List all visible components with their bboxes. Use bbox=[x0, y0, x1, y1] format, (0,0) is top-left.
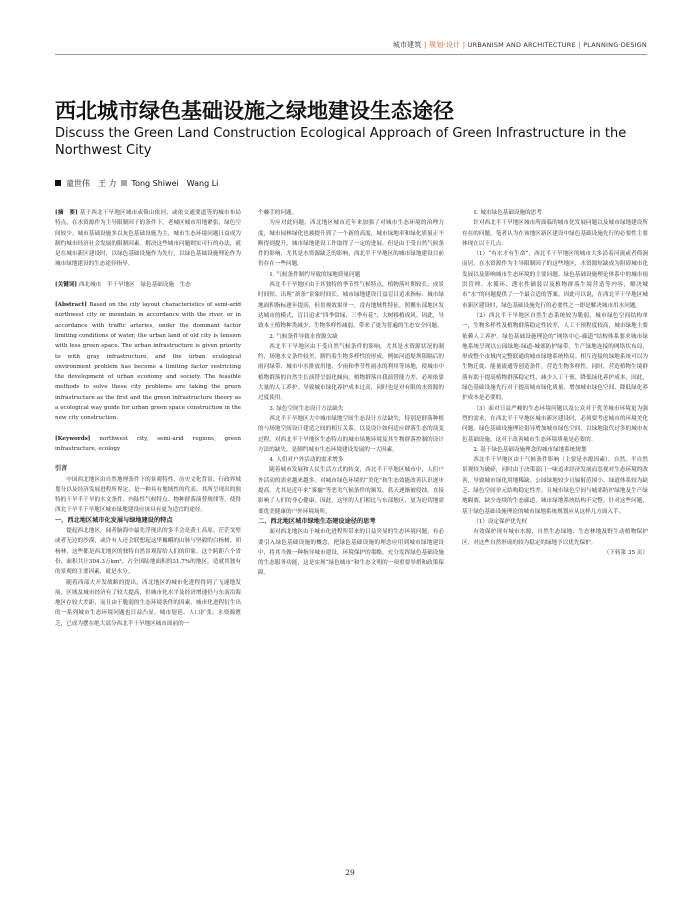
subsection-4-paragraph: 随着城市发展和人民生活方式的转变，西北半干旱地区城市中，人们户外活动的需求越来越多，对城市绿色环境的“美化”和生态效能改善认识逐步提高。尤其是近年来“雾霾”等恶劣气候条件的频发，蓝天逐渐被侵蚀，直接影响了人们的身心健康，因此，这里的人们相比与东部地区，更为迫切地需要优美健康的户外环境场所。 bbox=[258, 467, 444, 515]
col3-heading-3: （1）设定保护优先权 bbox=[473, 518, 528, 525]
col3-paragraph-4: （3）面对日益严峻的生态环境问题以及公众对于优美城市环境更为强烈的需求，在西北半干旱地区城市新区建设时，必须要考虑城市的环境美化问题。绿色基础设施理论倡导增加城市绿色空间，以绿地取代过多的城市灰色基础设施，这对于改善城市生态环境质量是必要的。 bbox=[462, 405, 648, 443]
header-section: 城市建筑 bbox=[392, 41, 422, 49]
header-divider bbox=[55, 54, 647, 55]
subsection-2-paragraph: 西北半干旱地区由于受自然气候条件的影响，尤其是水资源状况的制约，场地水文条件较差，制约着生物多样性的形成。例如河道堤坝阻隔后的雨河绿带、城市中水排放用地、少雨和季节性雨水的利用等场地，使城市中植物群落的自然生长演替呈弱化倾向。植物群落自我演替能力差，必须依靠大量的人工养护。导致城市绿化养护成本过高，同时也是对有限的水资源的过度使用。 bbox=[258, 343, 444, 402]
authors-chinese: 童世伟 王 力 bbox=[66, 179, 117, 188]
subsection-2-heading: 2. 气候条件导致水资源欠缺 bbox=[269, 333, 338, 340]
col3-paragraph-3: （2）西北半干旱地区自然生态系统较为脆弱，城市绿色空间结构单一，生物多样性及植物群落稳定性较差，人工干预程度较高，城市绿地主要依赖人工养护。绿色基础设施理论的“网络中心-廊道”结构体系要求城市绿地系统呈现以公园绿地-绿道-城郊防护绿带、生产绿地连接的网络状布局，形成整个市域内完整联通的城市绿地系统格局。相互连接的绿地系统可以为生物迁徙、能量流通等创造条件，营造生物多样性。同时，营造植物生境群落有助于提高植物群落稳定性、减少人工干预、降低绿化养护成本。因此，绿色基础设施先行对于提高城市绿化质量、增加城市绿色空间、降低绿化养护成本是必要的。 bbox=[462, 312, 648, 402]
bullet-square-icon bbox=[55, 180, 61, 186]
header-subsection: 规划·设计 bbox=[429, 41, 461, 49]
continued-note: （下转第 35 页） bbox=[603, 549, 648, 556]
intro-heading: 引言 bbox=[55, 465, 68, 473]
keywords-cn bbox=[55, 280, 241, 290]
column-2 bbox=[258, 208, 444, 579]
subsection-3-paragraph: 西北半干旱地区大中城市绿地空间生态设计方法缺失，特别是群落种植的与场地空间设计建造之间的相互关系，以及设计如何适应群落生态的演变过程。对西北半干旱地区生态特点的城市场地环境及其生物群落控制的设计方法的缺失，是制约城市生态环境建设发展的一大因素。 bbox=[258, 415, 444, 453]
abstract-en-label: [Abstract] bbox=[55, 302, 87, 309]
page-number: 29 bbox=[345, 868, 355, 877]
section-1-paragraph-2: 随着西部大开发战略的提出，西北地区的城市化进程得到了飞速地发展，区域及城市经济有了较大提高，但城市化水平及经济增速仍与东南沿海地区存较大差距，而且由于脆弱的生态环境条件的因素，城市化进程衍生出的一系列城市生态环境问题也日益凸显。城市堤延、人口扩张、水资源匮乏，已成为摆在绝大部分西北半干旱地区城市面前的一 bbox=[55, 579, 241, 627]
column-3 bbox=[462, 208, 648, 558]
keywords-cn-label: [关键词] bbox=[55, 281, 78, 288]
col2-continuation: 个棘手的问题。 bbox=[258, 210, 298, 216]
col2-paragraph-1: 为应对此问题，西北地区城市近年来加强了对城市生态环境的治理力度，城市园林绿化也被提升到了一个新的高度，城市绿地率和绿化质量正不断得到提升，城市绿地建设工作取得了一定的进展。但是由于受自然气候条件的影响，尤其是水资源缺乏的影响，西北半干旱地区的城市绿地建设目前仍存在一些问题。 bbox=[258, 220, 444, 268]
header-journal-b: PLANNING·DESIGN bbox=[583, 41, 647, 49]
keywords-en bbox=[55, 434, 241, 455]
keywords-cn-text: 西北城市 半干旱地区 绿色基础设施 生态 bbox=[78, 281, 191, 288]
col3-paragraph-2: （1）“有水才有生命”，西北半干旱地区的城市大多沿着河流或者倚涧而居。在水资源作为主导限制因子的这些地区，水资源短缺成为阻碍城市化发展以及影响城市生态环境的主要问题。绿色基础设施理论体系中的城市雨洪管理、水循环、透水性铺装以及植物群落生境营造等内容，解决城市“水”的问题提供了一个最合适的答案。因此可以说，在西北半干旱地区城市新区建设时，绿色基础设施先行的必要性之一即是解决城市用水问题。 bbox=[462, 251, 648, 309]
section-1-paragraph-1: 提起西北地区，闻者脑海中最先浮现出的多半会是黄土高原、茫茫戈壁或者无边的沙漠，或许有人还会联想起这里巍峨的山脉与坚毅的白杨树、胡杨林，这些都是西北地区的独特自然景观留给人们的印象。这个跨距六个省份、面积共计304.3万km²、占全国陆地面积的31.7%的地区，造就其独有的景观的主要因素，就是水分。 bbox=[55, 528, 241, 576]
running-header: 城市建筑 | 规划·设计 | URBANISM AND ARCHITECTURE | PLANNING·DESIGN bbox=[392, 41, 647, 49]
col3-heading-1: 1. 城市绿色基础设施的思考 bbox=[473, 210, 542, 216]
keywords-en-label: [Keywords] bbox=[55, 435, 91, 442]
abstract-en bbox=[55, 300, 241, 424]
abstract-cn-text: 基于西北干旱地区城市或倚山依河、或依交通要道等的城市布局特点，在水资源作为主导限制因子的条件下，老城区城市用地紧张，绿色空间较少。城市基础设施多以灰色基础设施为主，城市生态环境问题日益成为制约城市经济社会发展的限制因素。解决这些城市问题则实可行的办法，就是在城市新区建设时，以绿色基础设施作为先行，以绿色基础设施理论作为城市绿地建设的生态途径指导。 bbox=[55, 210, 241, 268]
column-1 bbox=[55, 208, 241, 629]
subsection-1-heading: 1. 气候条件制约导致的绿地质量问题 bbox=[269, 271, 361, 278]
col3-heading-2: 2. 基于绿色基础设施理念的城市绿地系统规划 bbox=[473, 446, 587, 453]
col3-paragraph-5: 西北半干旱地区由于气候条件影响（主要是水源因素）、自然、半自然景观较为破碎，同时由于决策部门一味追求经济发展而忽视对生态环境的改善，导致城市绿化用地稀缺、公园绿地较少且辐射范围小、绿道体系较为缺乏、绿色空间单元结构稳定性差。且城市绿色空间与城郊防护绿地及生产绿地隔离，缺少连续的生态廊道，城市绿地系统结构不完整。针对这些问题，基于绿色基础设施理论的城市绿地系统规划应从这样几方面入手。 bbox=[462, 457, 648, 515]
section-1-heading: 一、西北地区城市化发展与绿地建设的特点 bbox=[55, 516, 173, 524]
subsection-1-paragraph: 西北半干旱地区由于其独特的季节性气候特点，植物落叶期较长、成景时间短、出现“萧条”景象时间长。城市绿地建设日益盲目追求指标：城市绿地面积指标逐年提高，但景观效果单一，没有地域性特征。照搬东部地区发达城市的模式，盲目追求“四季常绿，三季有花”，大树移植成风。因此，导致本土植物种类减少、生物多样性减弱，带来了更为普遍的生态安全问题。 bbox=[258, 282, 444, 330]
subsection-4-heading: 4. 人们对户外活动的需求增多 bbox=[269, 457, 344, 464]
col3-paragraph-1: 针对西北半干旱地区城市所面临的城市化发展问题以及城市绿地建设所存在的问题，笔者认为在该地区新区建设中绿色基础设施先行的必要性主要体现在以下几点： bbox=[462, 220, 648, 247]
abstract-cn bbox=[55, 208, 241, 270]
bullet-square-gray-icon bbox=[121, 180, 127, 186]
abstract-en-text: Based on the city layout characteristics of semi-arid northwest city or mountain in accordance with the river, or in accordance with traffic arteries, under the dominant factor limiting conditions of water, the urban land of old city is tension with less green space. The urban infrastructure is given priority to with gray infrastructure, and the urban ecological environment problem has become a limiting factor restricting the development of urban economy and society. The feasible methods to solve these city problems are taking the green infrastructure as the first and the green infrastructure theory as a ecological way guide for urban green space construction in the new city construction. bbox=[55, 302, 241, 422]
subsection-3-heading: 3. 绿色空间生态设计方法缺失 bbox=[269, 405, 344, 412]
authors-english: Tong Shiwei Wang Li bbox=[131, 179, 219, 188]
title-english: Discuss the Green Land Construction Ecological Approach of Green Infrastructure in the Northwest City bbox=[55, 126, 627, 158]
section-2-paragraph: 面对西北地区由于城市化进程所带来的日益突显的生态环境问题，有必要引入绿色基础设施的概念，把绿色基础设施的理念应用到城市绿地建设中，将其当做一种指导城市建设、环境保护的策略，充分发挥绿色基础设施的生态服务功能，这是实现“绿色城市”和生态文明的一项重要举措和政策保障。 bbox=[258, 529, 444, 577]
section-2-heading: 二、西北地区城市绿地生态建设途径的思考 bbox=[258, 517, 376, 525]
abstract-cn-label: [摘 要] bbox=[55, 210, 78, 216]
intro-paragraph: 中国西北地区由自然地理条件下的景观特性、历史文化背景、行政界域划分以及经济发展进程所界定，是一种具有地域性的代表。其所呈现出的独特的干旱半干旱的水文条件、内陆性气候特点、物种群落演替规律等，使得西北干旱半干旱地区城市绿地建设应该具有更为适宜的途径。 bbox=[55, 476, 241, 514]
keywords-en-text: northwest city, semi-arid regions, green infrastructure, ecology bbox=[55, 435, 241, 452]
col3-paragraph-6: 有效保护现有城市水源、自然生态绿地、生态林地及野生动植物保护区，对这些自然形成的较为稳定的绿地予以优先保护。 bbox=[462, 529, 648, 546]
author-line bbox=[55, 178, 655, 189]
header-journal-a: URBANISM AND ARCHITECTURE bbox=[467, 41, 576, 49]
title-chinese: 西北城市绿色基础设施之绿地建设生态途径 bbox=[55, 99, 454, 123]
